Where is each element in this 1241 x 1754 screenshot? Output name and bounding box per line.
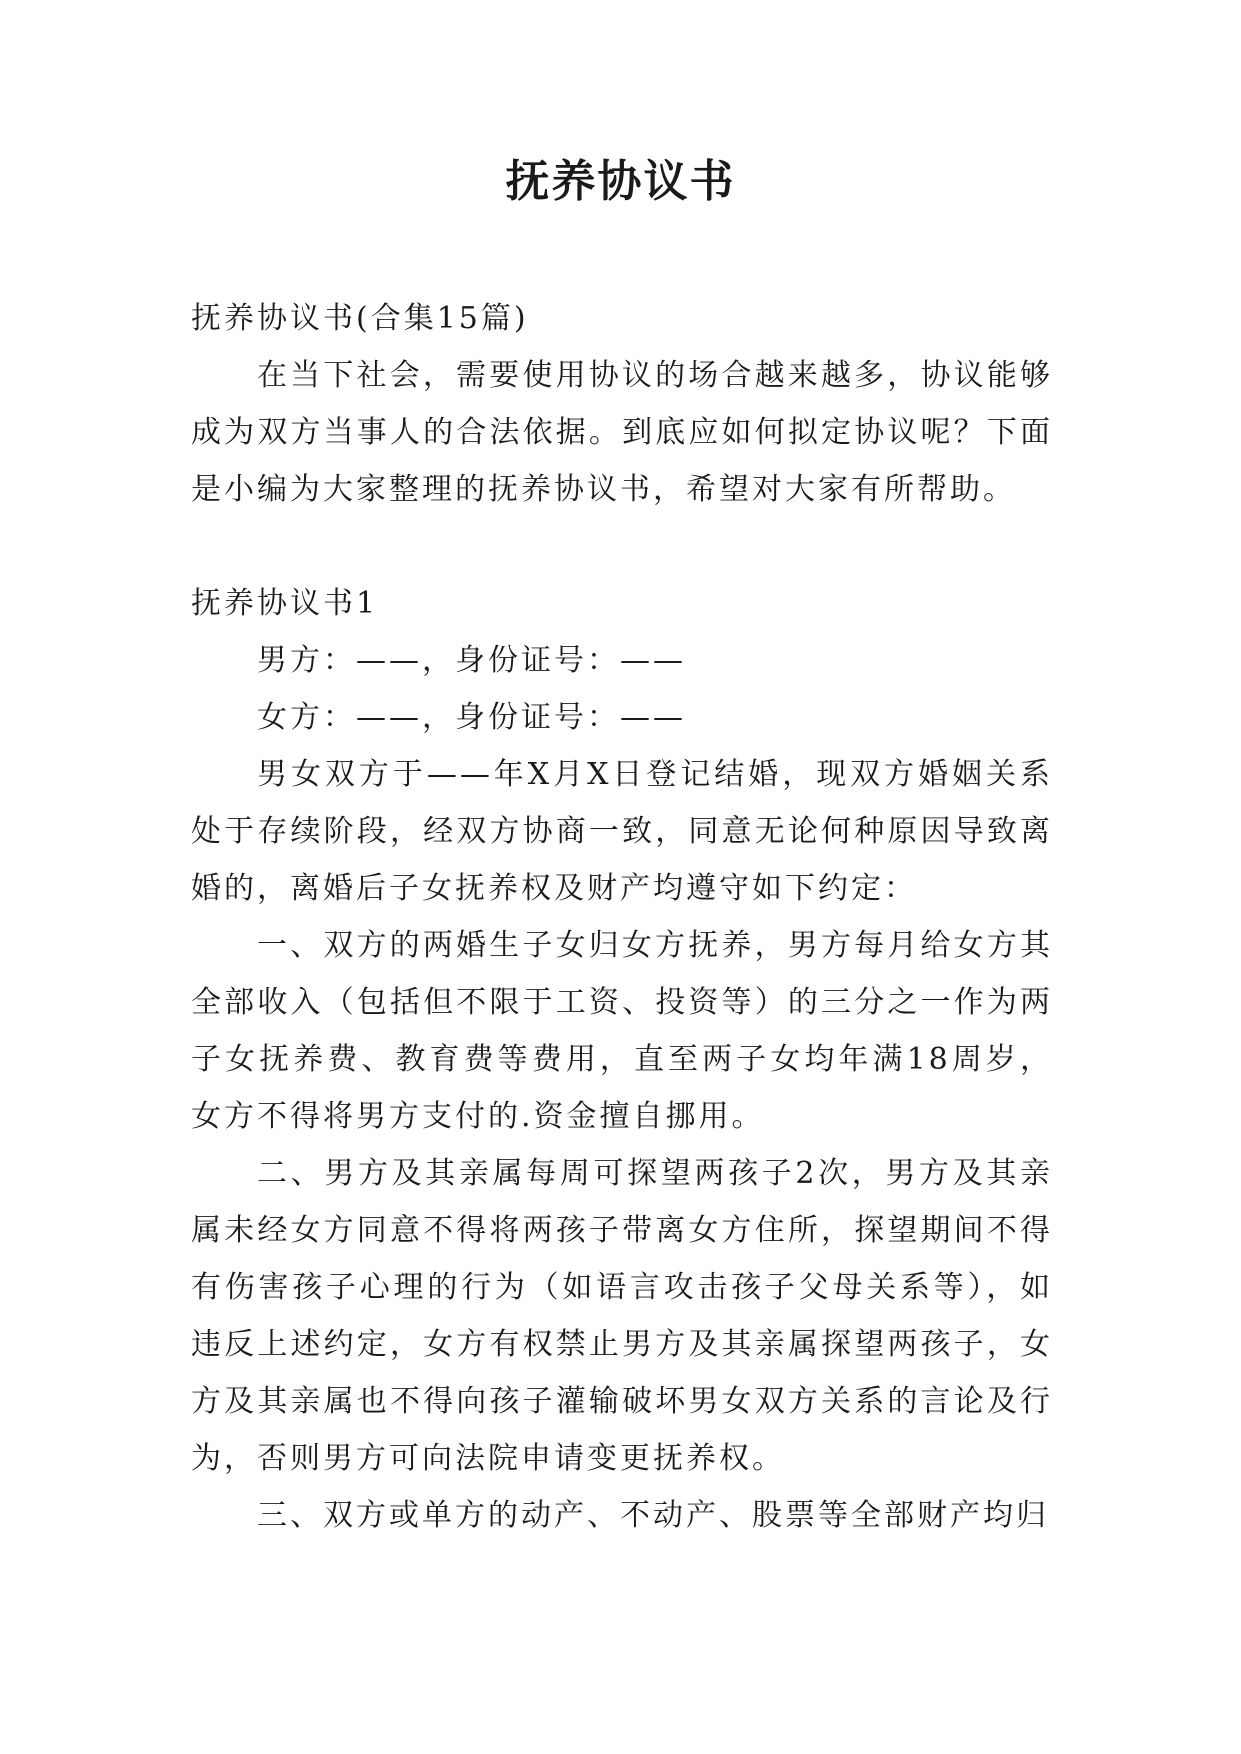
paragraph-gap xyxy=(191,518,1053,575)
intro-paragraph: 在当下社会，需要使用协议的场合越来越多，协议能够成为双方当事人的合法依据。到底应如何拟定协议呢？下面是小编为大家整理的抚养协议书，希望对大家有所帮助。 xyxy=(191,358,1053,507)
collection-subtitle: 抚养协议书(合集15篇) xyxy=(191,301,529,336)
female-party-line: 女方：——，身份证号：—— xyxy=(257,700,686,735)
document-body xyxy=(191,290,1053,1544)
document-title: 抚养协议书 xyxy=(505,156,736,207)
clause-two: 二、男方及其亲属每周可探望两孩子2次，男方及其亲属未经女方同意不得将两孩子带离女方住所，探望期间不得有伤害孩子心理的行为（如语言攻击孩子父母关系等），如违反上述约定，女方有权禁止男方及其亲属探望两孩子，女方及其亲属也不得向孩子灌输破坏男女双方关系的言论及行为，否则男方可向法院申请变更抚养权。 xyxy=(191,1156,1053,1476)
marriage-clause: 男女双方于——年X月X日登记结婚，现双方婚姻关系处于存续阶段，经双方协商一致，同意无论何种原因导致离婚的，离婚后子女抚养权及财产均遵守如下约定： xyxy=(191,757,1053,906)
clause-one: 一、双方的两婚生子女归女方抚养，男方每月给女方其全部收入（包括但不限于工资、投资等）的三分之一作为两子女抚养费、教育费等费用，直至两子女均年满18周岁，女方不得将男方支付的.资金擅自挪用。 xyxy=(191,928,1053,1134)
clause-three: 三、双方或单方的动产、不动产、股票等全部财产均归 xyxy=(257,1498,1049,1533)
section-heading: 抚养协议书1 xyxy=(191,586,379,621)
male-party-line: 男方：——，身份证号：—— xyxy=(257,643,686,678)
